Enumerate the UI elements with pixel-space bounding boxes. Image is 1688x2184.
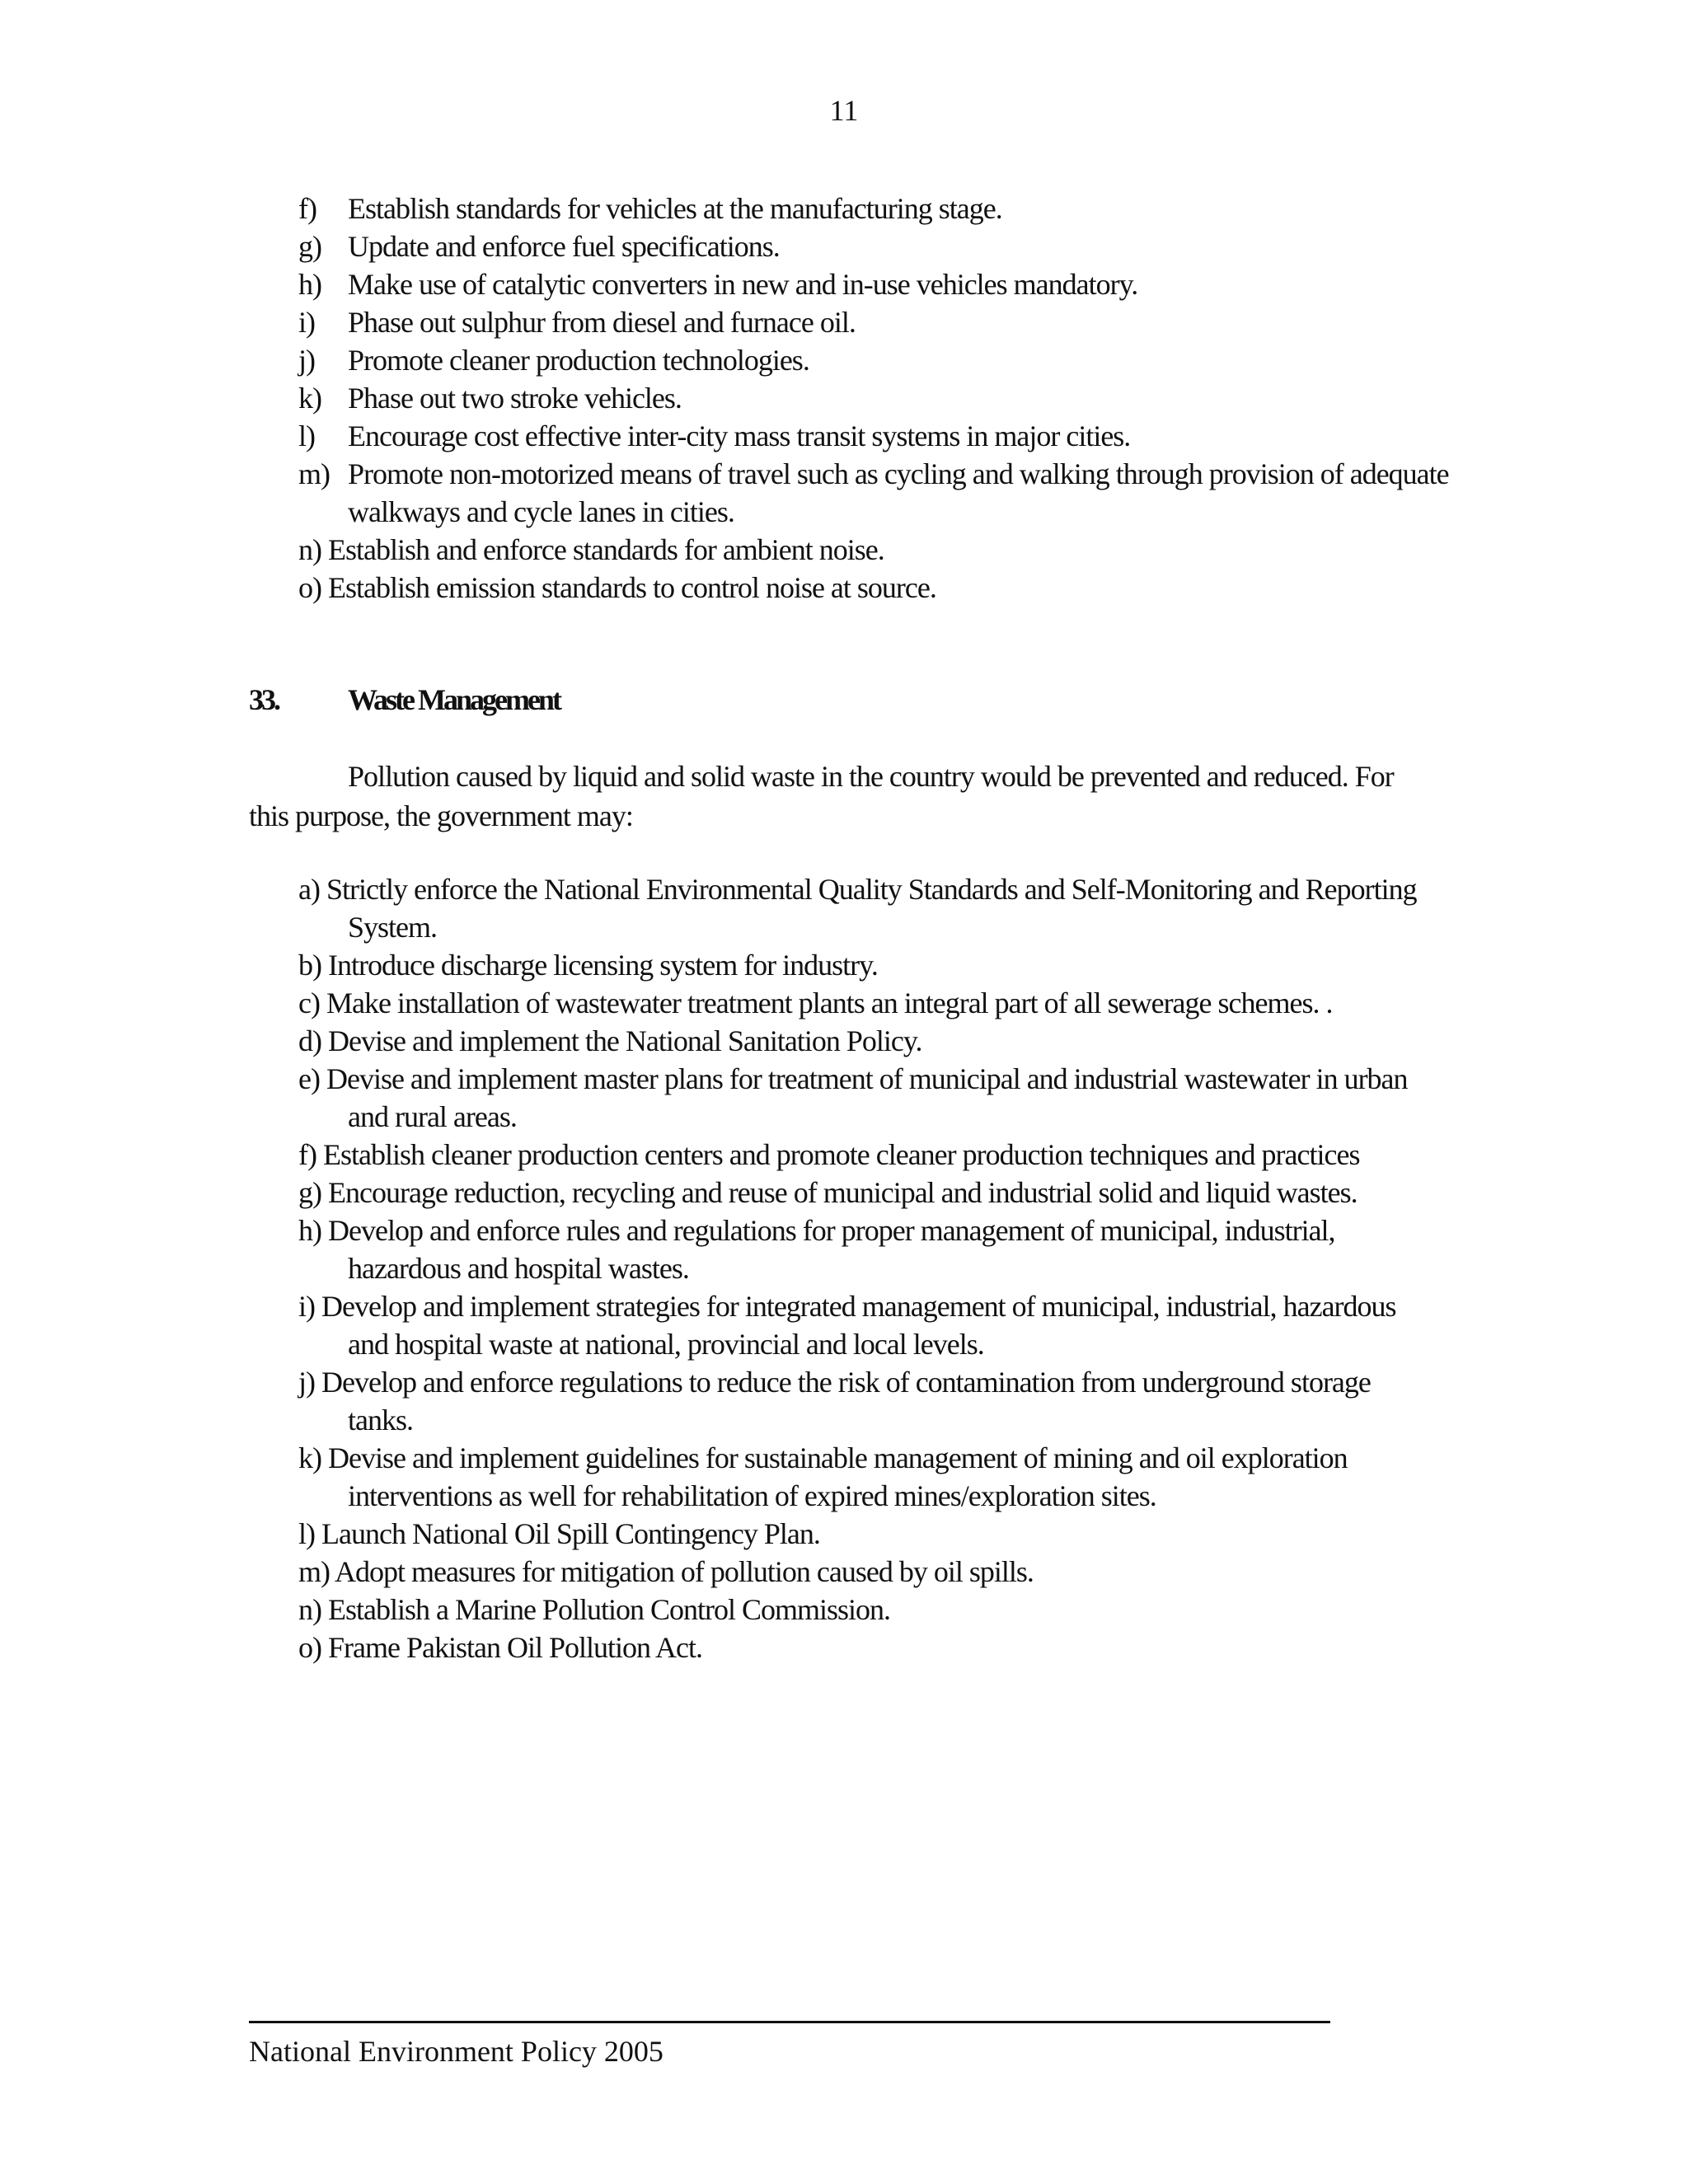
list-marker: l) (298, 1517, 315, 1550)
list-item-text: Introduce discharge licensing system for industry. (328, 949, 878, 982)
list-item (298, 455, 1452, 531)
list-item (298, 1553, 1436, 1591)
list-item-text: Encourage cost effective inter-city mass transit systems in major cities. (348, 419, 1131, 452)
list-marker: n) (298, 533, 321, 566)
list-item (298, 190, 1452, 227)
list-item-text: Promote cleaner production technologies. (348, 344, 809, 377)
list-item (298, 1629, 1436, 1666)
list-item (298, 984, 1436, 1022)
section-heading (249, 681, 560, 719)
list-item-text: Develop and implement strategies for integrated management of municipal, industrial, hazardous and hospital waste at national, provincial and local levels. (321, 1290, 1396, 1361)
section-intro: Pollution caused by liquid and solid waste in the country would be prevented and reduced. For this purpose, the government may: (249, 760, 1394, 832)
list-item (298, 531, 1452, 569)
list-item-text: Phase out sulphur from diesel and furnace oil. (348, 306, 856, 339)
list-item (298, 341, 1452, 379)
list-marker: g) (298, 1176, 321, 1209)
list-item-text: Establish emission standards to control noise at source. (328, 571, 936, 604)
list-marker: o) (298, 1631, 321, 1664)
list-item-text: Encourage reduction, recycling and reuse of municipal and industrial solid and liquid wastes. (328, 1176, 1357, 1209)
list-item-text: Make use of catalytic converters in new and in-use vehicles mandatory. (348, 268, 1138, 301)
list-marker: l) (298, 419, 315, 452)
list-marker: f) (298, 192, 316, 225)
list-item-text: Phase out two stroke vehicles. (348, 382, 682, 415)
section-number: 33. (249, 683, 279, 716)
list-item-text: Promote non-motorized means of travel such as cycling and walking through provision of adequate walkways and cycle lanes in cities. (348, 457, 1449, 528)
list-item (298, 1439, 1436, 1515)
list-marker: a) (298, 873, 320, 906)
list-marker: j) (298, 344, 315, 377)
list-item (298, 1212, 1436, 1287)
list-item (298, 1287, 1436, 1363)
list-item-text: Launch National Oil Spill Contingency Plan. (321, 1517, 820, 1550)
list-marker: i) (298, 306, 315, 339)
list-item-text: Make installation of wastewater treatment plants an integral part of all sewerage schemes. . (326, 987, 1333, 1019)
list-item (298, 1515, 1436, 1553)
list-item (298, 227, 1452, 265)
footer-title: National Environment Policy 2005 (249, 2035, 663, 2068)
list-marker: m) (298, 457, 330, 490)
list-item-text: Establish a Marine Pollution Control Commission. (328, 1593, 891, 1626)
list-item (298, 870, 1436, 946)
list-marker: f) (298, 1138, 316, 1171)
list-item-text: Establish and enforce standards for ambient noise. (328, 533, 884, 566)
footer-divider (249, 2021, 1330, 2023)
list-item-text: Strictly enforce the National Environmental Quality Standards and Self-Monitoring and Reporting System. (326, 873, 1417, 944)
list-marker: c) (298, 987, 320, 1019)
list-item (298, 1174, 1436, 1212)
list-item-text: Devise and implement master plans for treatment of municipal and industrial wastewater in urban and rural areas. (326, 1062, 1408, 1133)
list-item-text: Establish cleaner production centers and promote cleaner production techniques and practices (322, 1138, 1360, 1171)
list-marker: m) (298, 1555, 330, 1588)
list-marker: i) (298, 1290, 315, 1323)
list-marker: j) (298, 1366, 315, 1399)
list-item-text: Develop and enforce rules and regulations for proper management of municipal, industrial, hazardous and hospital wastes. (328, 1214, 1335, 1285)
list-item-text: Devise and implement guidelines for sustainable management of mining and oil exploration interventions as well for rehabilitation of expired mines/exploration sites. (328, 1441, 1348, 1512)
waste-measures-list (298, 870, 1436, 1666)
list-marker: k) (298, 1441, 321, 1474)
list-marker: n) (298, 1593, 321, 1626)
list-item (298, 265, 1452, 303)
list-item (298, 946, 1436, 984)
list-item-text: Devise and implement the National Sanitation Policy. (328, 1024, 922, 1057)
list-marker: e) (298, 1062, 320, 1095)
list-item (298, 303, 1452, 341)
list-item (298, 1136, 1436, 1174)
list-item (298, 1060, 1436, 1136)
list-item-text: Frame Pakistan Oil Pollution Act. (328, 1631, 702, 1664)
list-marker: k) (298, 382, 321, 415)
list-marker: o) (298, 571, 321, 604)
page-number: 11 (829, 94, 859, 127)
list-marker: h) (298, 1214, 321, 1247)
list-item (298, 1363, 1436, 1439)
list-item (298, 1022, 1436, 1060)
list-item-text: Update and enforce fuel specifications. (348, 230, 780, 263)
list-item (298, 1591, 1436, 1629)
list-item-text: Establish standards for vehicles at the manufacturing stage. (348, 192, 1002, 225)
list-item (298, 569, 1452, 607)
list-marker: g) (298, 230, 321, 263)
list-item-text: Develop and enforce regulations to reduce the risk of contamination from underground storage tanks. (321, 1366, 1371, 1436)
list-marker: h) (298, 268, 321, 301)
transport-measures-list (298, 190, 1452, 607)
list-item-text: Adopt measures for mitigation of pollution caused by oil spills. (335, 1555, 1034, 1588)
list-marker: d) (298, 1024, 321, 1057)
list-item (298, 417, 1452, 455)
list-marker: b) (298, 949, 321, 982)
list-item (298, 379, 1452, 417)
section-title: Waste Management (348, 683, 560, 716)
